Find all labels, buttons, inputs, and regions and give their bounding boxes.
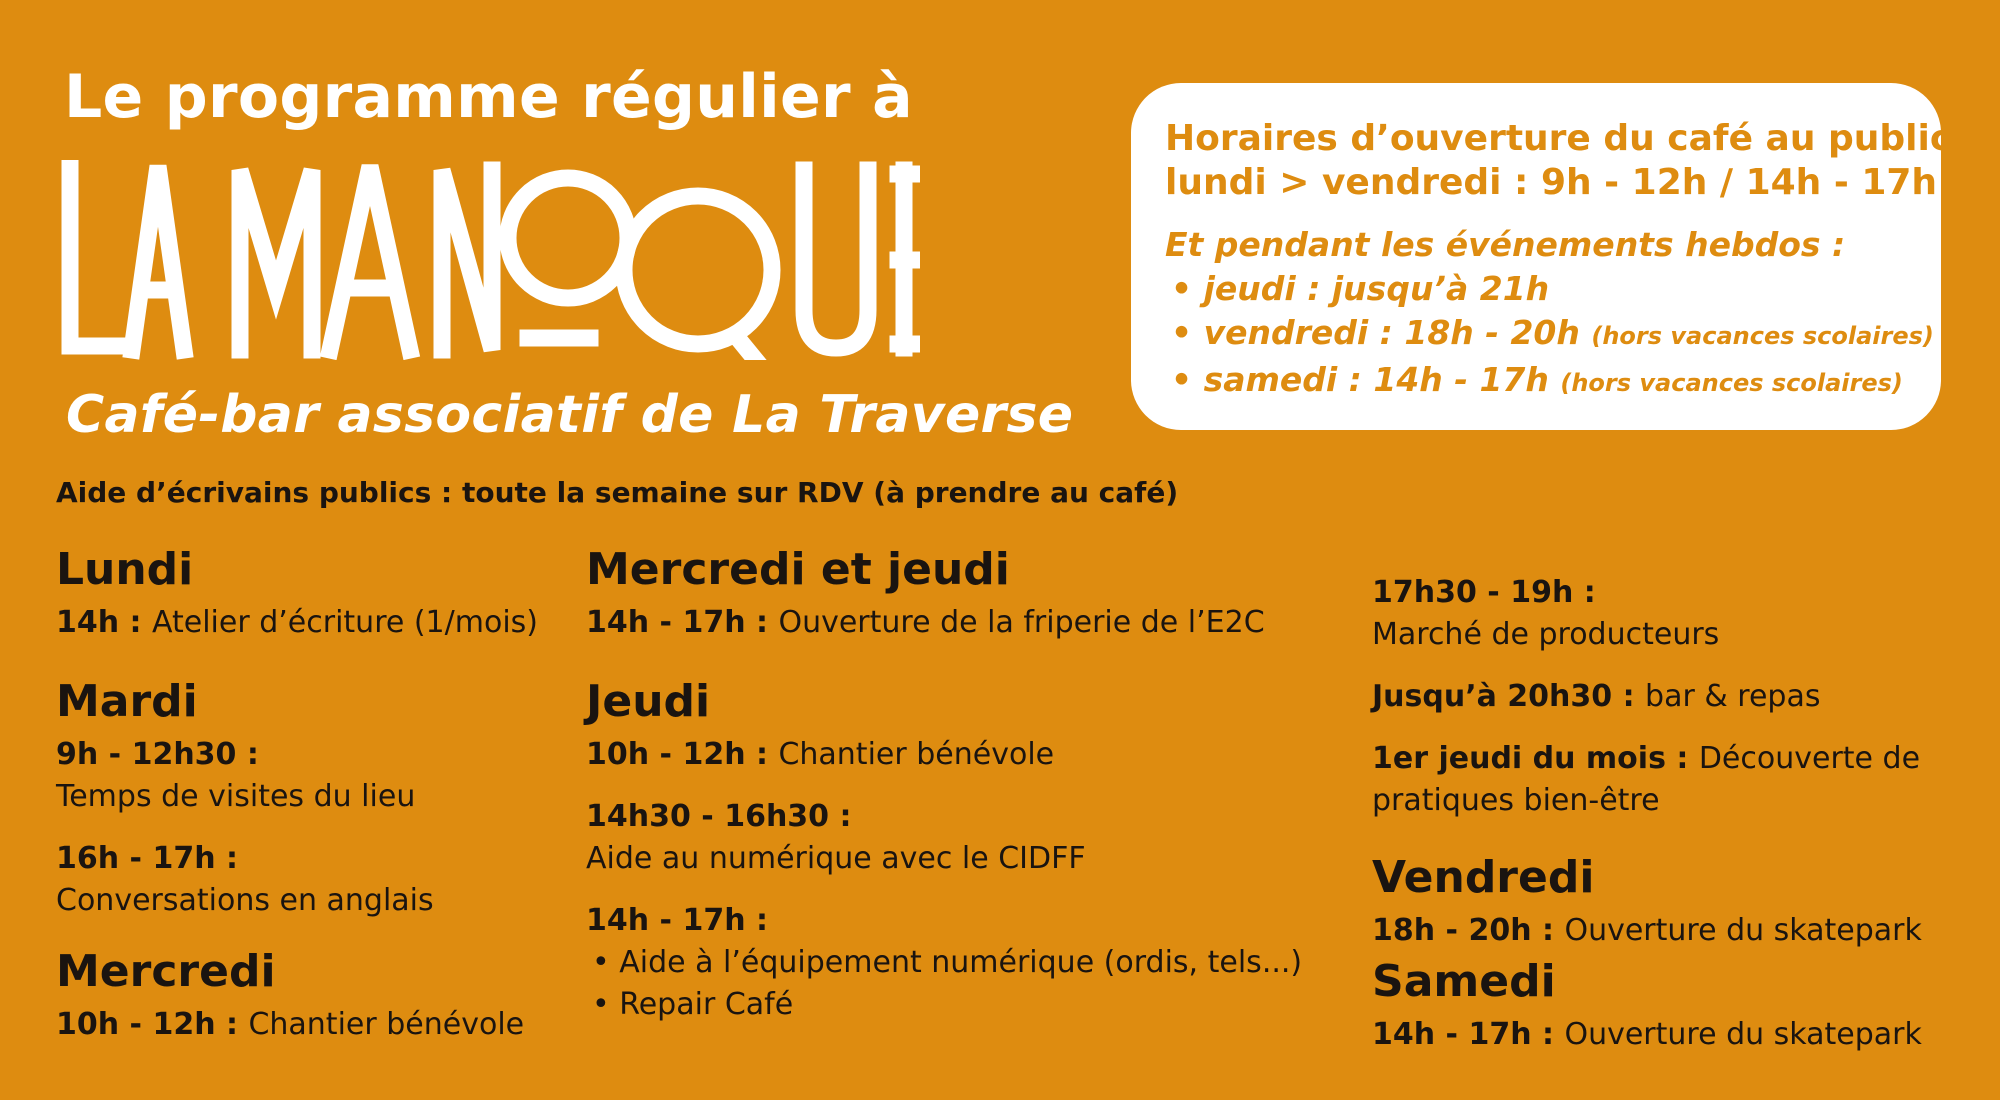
schedule-desc: Marché de producteurs [1372, 617, 1720, 652]
schedule-item: 17h30 - 19h : [1372, 575, 1596, 610]
schedule-desc: pratiques bien-être [1372, 783, 1660, 818]
day-title-monday: Lundi [56, 544, 194, 595]
column-1 [56, 542, 538, 1046]
schedule-item: Jusqu’à 20h30 : bar & repas [1372, 679, 1821, 714]
event-saturday-note: (hors vacances scolaires) [1560, 369, 1903, 397]
schedule-item: 14h : Atelier d’écriture (1/mois) [56, 605, 539, 640]
list-item: • Aide à l’équipement numérique (ordis, tels...) [592, 945, 1303, 980]
schedule-item: 16h - 17h : [56, 841, 239, 876]
column-2 [586, 542, 1302, 1026]
day-title-saturday: Samedi [1372, 956, 1556, 1007]
intro-title: Le programme régulier à [64, 62, 913, 132]
schedule-item: 10h - 12h : Chantier bénévole [56, 1007, 525, 1042]
opening-hours-box [1131, 83, 1979, 430]
day-title-wednesday-thursday: Mercredi et jeudi [586, 544, 1010, 595]
list-item: • Repair Café [592, 987, 794, 1022]
day-title-friday: Vendredi [1372, 852, 1595, 903]
schedule-item: 14h - 17h : [586, 903, 769, 938]
hours-line-2: lundi > vendredi : 9h - 12h / 14h - 17h [1165, 162, 1938, 203]
schedule-item: 9h - 12h30 : [56, 737, 259, 772]
schedule-item: 14h - 17h : Ouverture du skatepark [1372, 1017, 1922, 1052]
events-title: Et pendant les événements hebdos : [1165, 225, 1846, 264]
schedule-item: 18h - 20h : Ouverture du skatepark [1372, 913, 1922, 948]
day-title-wednesday: Mercredi [56, 946, 276, 997]
schedule-item: 1er jeudi du mois : Découverte de [1372, 741, 1921, 776]
event-friday-note: (hors vacances scolaires) [1591, 322, 1934, 350]
column-3 [1372, 572, 1922, 1056]
hours-line-1: Horaires d’ouverture du café au public : [1165, 118, 1979, 159]
schedule-desc: Temps de visites du lieu [56, 779, 416, 814]
schedule-item: 10h - 12h : Chantier bénévole [586, 737, 1055, 772]
schedule-desc: Conversations en anglais [56, 883, 434, 918]
event-saturday: • samedi : 14h - 17h (hors vacances scolaires) [1171, 360, 1903, 399]
la-manoque-logo [60, 160, 920, 360]
event-friday: • vendredi : 18h - 20h (hors vacances scolaires) [1171, 313, 1934, 352]
schedule-item: 14h30 - 16h30 : [586, 799, 852, 834]
schedule-desc: Aide au numérique avec le CIDFF [586, 841, 1086, 876]
event-thursday: • jeudi : jusqu’à 21h [1171, 269, 1550, 308]
public-writers-note: Aide d’écrivains publics : toute la semaine sur RDV (à prendre au café) [56, 476, 1179, 509]
day-title-tuesday: Mardi [56, 676, 198, 727]
tagline: Café-bar associatif de La Traverse [66, 385, 1074, 445]
day-title-thursday: Jeudi [586, 676, 711, 727]
schedule-item: 14h - 17h : Ouverture de la friperie de l’E2C [586, 605, 1265, 640]
